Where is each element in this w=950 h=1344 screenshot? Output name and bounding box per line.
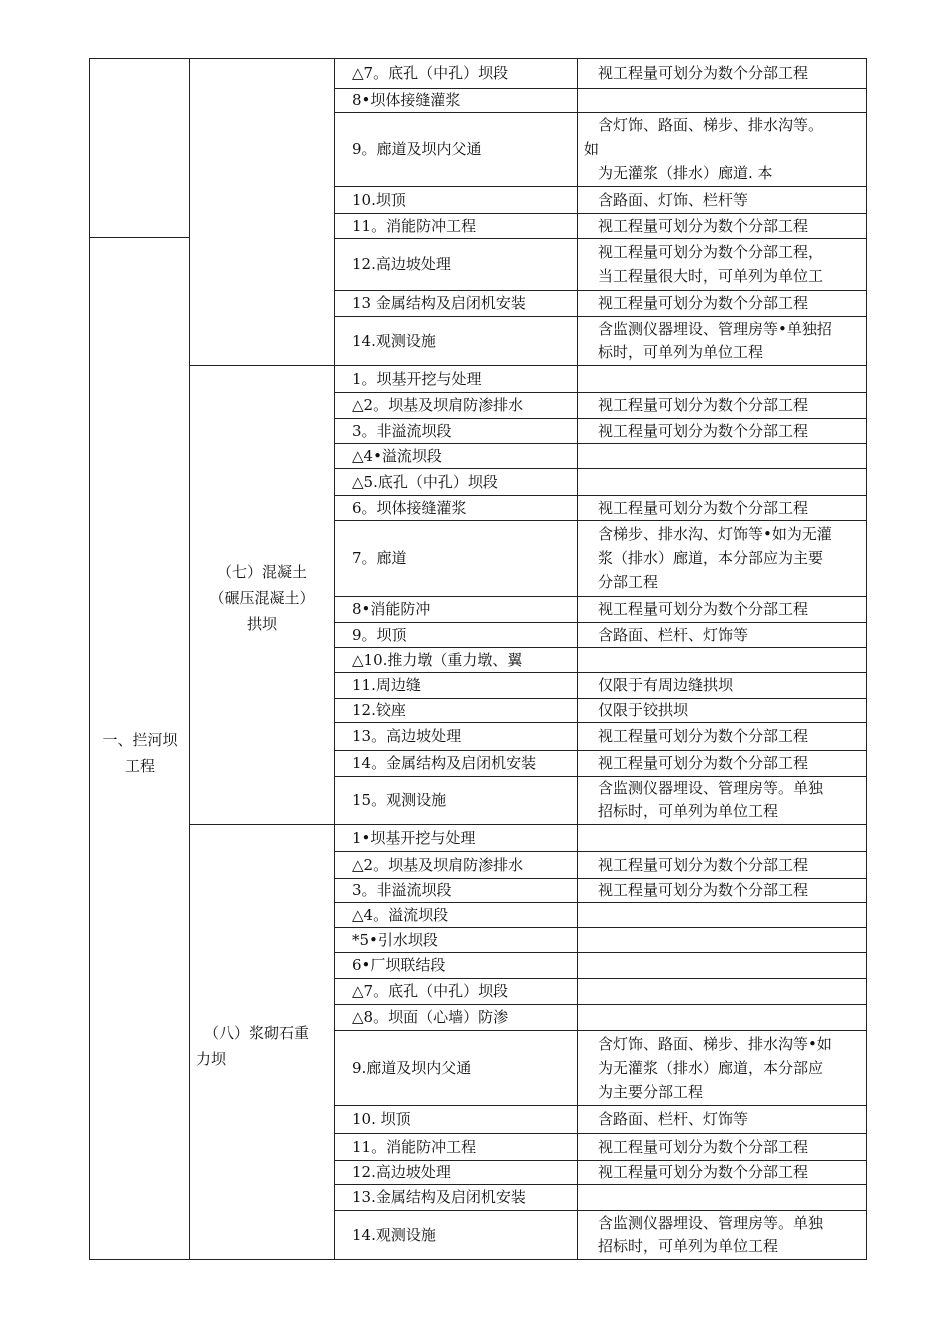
note-line: 为主要分部工程 — [598, 1082, 704, 1101]
table-cell-note — [598, 318, 832, 364]
table-cell-item: 14.观测设施 — [352, 331, 436, 350]
table-cell-item: △8。坝面（心墙）防渗 — [352, 1008, 509, 1026]
row-divider — [334, 238, 867, 239]
note-line: 仅限于有周边缝拱坝 — [598, 676, 734, 694]
note-line: 招标时，可单列为单位工程 — [598, 802, 779, 820]
table-cell-note — [598, 878, 808, 902]
note-line: 视工程量可划分为数个分部工程， — [598, 243, 824, 261]
note-line: 含路面、灯饰、栏杆等 — [598, 190, 749, 209]
table-cell-item: 3。非溢流坝段 — [352, 421, 452, 440]
table-cell-item: 10.坝顶 — [352, 190, 406, 209]
note-line: 含路面、栏杆、灯饰等 — [598, 625, 749, 644]
table-cell-item: 3。非溢流坝段 — [352, 881, 452, 899]
note-line: 含监测仪器埋设、管理房等。单独 — [598, 779, 824, 797]
table-cell-item: 7。廊道 — [352, 549, 407, 567]
table-cell-item: △7。底孔（中孔）坝段 — [352, 64, 509, 82]
table-cell-item: 14。金属结构及启闭机安装 — [352, 754, 537, 772]
note-line: 含路面、栏杆、灯饰等 — [598, 1110, 749, 1128]
note-line: 视工程量可划分为数个分部工程 — [598, 881, 809, 899]
table-cell-item: △2。坝基及坝肩防渗排水 — [352, 855, 524, 874]
note-line: 含监测仪器埋设、管理房等。单独 — [598, 1213, 824, 1232]
table-cell-item: 6。坝体接缝灌浆 — [352, 498, 467, 517]
note-line: 仅限于铰拱坝 — [598, 701, 689, 719]
note-line: 当工程量很大时，可单列为单位工 — [598, 267, 824, 285]
note-line: 视工程量可划分为数个分部工程 — [598, 754, 809, 772]
table-cell-item: 6•厂坝联结段 — [352, 956, 446, 974]
note-line: 含监测仪器埋设、管理房等•单独招 — [598, 319, 832, 338]
table-cell-item: 8•消能防冲 — [352, 600, 431, 618]
table-cell-note — [598, 393, 808, 417]
col1-separator — [89, 237, 190, 238]
table-cell-note — [598, 496, 808, 520]
table-cell-item: 9。坝顶 — [352, 625, 407, 644]
table-cell-item: 9.廊道及坝内父通 — [352, 1058, 472, 1077]
note-line: 视工程量可划分为数个分部工程 — [598, 216, 809, 235]
table-cell-item: 11。消能防冲工程 — [352, 1137, 477, 1156]
note-line: 视工程量可划分为数个分部工程 — [598, 1163, 809, 1181]
table-cell-note — [598, 597, 808, 621]
note-line: 视工程量可划分为数个分部工程 — [598, 64, 809, 82]
row-divider — [334, 520, 867, 521]
note-line: 为无灌浆（排水）廊道，本分部应 — [598, 1058, 824, 1077]
table-cell-item: △4。溢流坝段 — [352, 905, 449, 924]
note-line: 视工程量可划分为数个分部工程 — [598, 396, 809, 414]
table-cell-item: △10.推力墩（重力墩、翼 — [352, 650, 523, 669]
table-cell-item: 10. 坝顶 — [352, 1110, 411, 1128]
table-cell-note — [598, 419, 808, 443]
note-line: 视工程量可划分为数个分部工程 — [598, 855, 809, 874]
col1-line-1: 一、拦河坝 — [102, 731, 178, 749]
table-cell-item: 12.高边坡处理 — [352, 255, 451, 273]
table-cell-item: 11。消能防冲工程 — [352, 216, 477, 235]
table-cell-note — [598, 751, 808, 775]
table-cell-item: 13 金属结构及启闭机安装 — [352, 294, 526, 312]
table-cell-item: △4•溢流坝段 — [352, 446, 442, 465]
table-cell-note — [598, 724, 808, 748]
note-line: 含灯饰、路面、梯步、排水沟等。 — [598, 116, 824, 134]
table-cell-note — [598, 522, 832, 594]
table-cell-note — [598, 623, 748, 647]
note-line: 如 — [584, 140, 600, 158]
note-line: 含梯步、排水沟、灯饰等•如为无灌 — [598, 525, 832, 543]
note-line: 视工程量可划分为数个分部工程 — [598, 421, 809, 440]
table-cell-note — [598, 853, 808, 877]
table-cell-note — [598, 1160, 808, 1184]
row-divider — [334, 722, 867, 723]
table-cell-item: 1。坝基开挖与处理 — [352, 369, 482, 388]
table-cell-note — [598, 673, 733, 697]
table-border-left — [89, 58, 90, 1260]
group7-line-1: （七）混凝土 — [216, 563, 307, 581]
col2-separator-group7 — [189, 365, 335, 366]
group7-line-2: （碾压混凝土） — [209, 589, 315, 607]
note-line: 视工程量可划分为数个分部工程 — [598, 727, 809, 745]
row-divider — [334, 1259, 867, 1260]
col2-separator-group8 — [189, 824, 335, 825]
col1-group-label — [92, 727, 188, 779]
note-line: 招标时，可单列为单位工程 — [598, 1236, 779, 1255]
table-cell-note — [598, 1212, 823, 1258]
table-cell-item: 15。观测设施 — [352, 791, 447, 809]
table-cell-item: 12.高边坡处理 — [352, 1163, 451, 1181]
table-cell-item: △2。坝基及坝肩防渗排水 — [352, 396, 524, 414]
note-line: 视工程量可划分为数个分部工程 — [598, 1137, 809, 1156]
table-cell-note — [598, 61, 808, 85]
note-line: 视工程量可划分为数个分部工程 — [598, 294, 809, 312]
table-cell-note — [584, 113, 824, 185]
table-cell-note — [598, 1107, 748, 1131]
table-cell-item: 13.金属结构及启闭机安装 — [352, 1188, 526, 1206]
group7-label — [192, 559, 332, 637]
note-line: 含灯饰、路面、梯步、排水沟等•如 — [598, 1034, 832, 1053]
table-border-top — [89, 58, 867, 59]
group8-line-1: （八）浆砌石重 — [204, 1024, 310, 1042]
col1-line-2: 工程 — [124, 757, 155, 775]
table-cell-item: △7。底孔（中孔）坝段 — [352, 982, 509, 1000]
note-line: 浆（排水）廊道，本分部应为主要 — [598, 549, 824, 567]
table-cell-item: 8•坝体接缝灌浆 — [352, 91, 461, 109]
note-line: 视工程量可划分为数个分部工程 — [598, 498, 809, 517]
table-cell-item: 1•坝基开挖与处理 — [352, 828, 476, 847]
table-cell-item: 14.观测设施 — [352, 1225, 436, 1244]
note-line: 为无灌浆（排水）廊道. 本 — [598, 164, 773, 182]
table-cell-item: 11.周边缝 — [352, 676, 421, 694]
note-line: 分部工程 — [598, 573, 659, 591]
note-line: 视工程量可划分为数个分部工程 — [598, 600, 809, 618]
table-cell-note — [598, 1032, 832, 1104]
group8-label — [196, 1020, 332, 1072]
table-cell-item: 13。高边坡处理 — [352, 727, 462, 745]
group7-line-3: 拱坝 — [246, 615, 277, 633]
table-cell-note — [598, 1135, 808, 1159]
table-cell-note — [598, 240, 823, 288]
group8-line-2: 力坝 — [196, 1050, 227, 1068]
table-cell-note — [598, 698, 688, 722]
table-cell-note — [598, 291, 808, 315]
table-cell-note — [598, 777, 823, 823]
table-cell-note — [598, 214, 808, 238]
table-cell-item: *5•引水坝段 — [352, 930, 438, 949]
row-divider — [334, 1105, 867, 1106]
table-cell-note — [598, 188, 748, 212]
note-line: 标时，可单列为单位工程 — [598, 342, 764, 361]
table-cell-item: △5.底孔（中孔）坝段 — [352, 472, 498, 491]
col-divider-1 — [189, 58, 190, 1260]
table-cell-item: 12.铰座 — [352, 701, 406, 719]
table-cell-item: 9。廊道及坝内父通 — [352, 140, 482, 158]
